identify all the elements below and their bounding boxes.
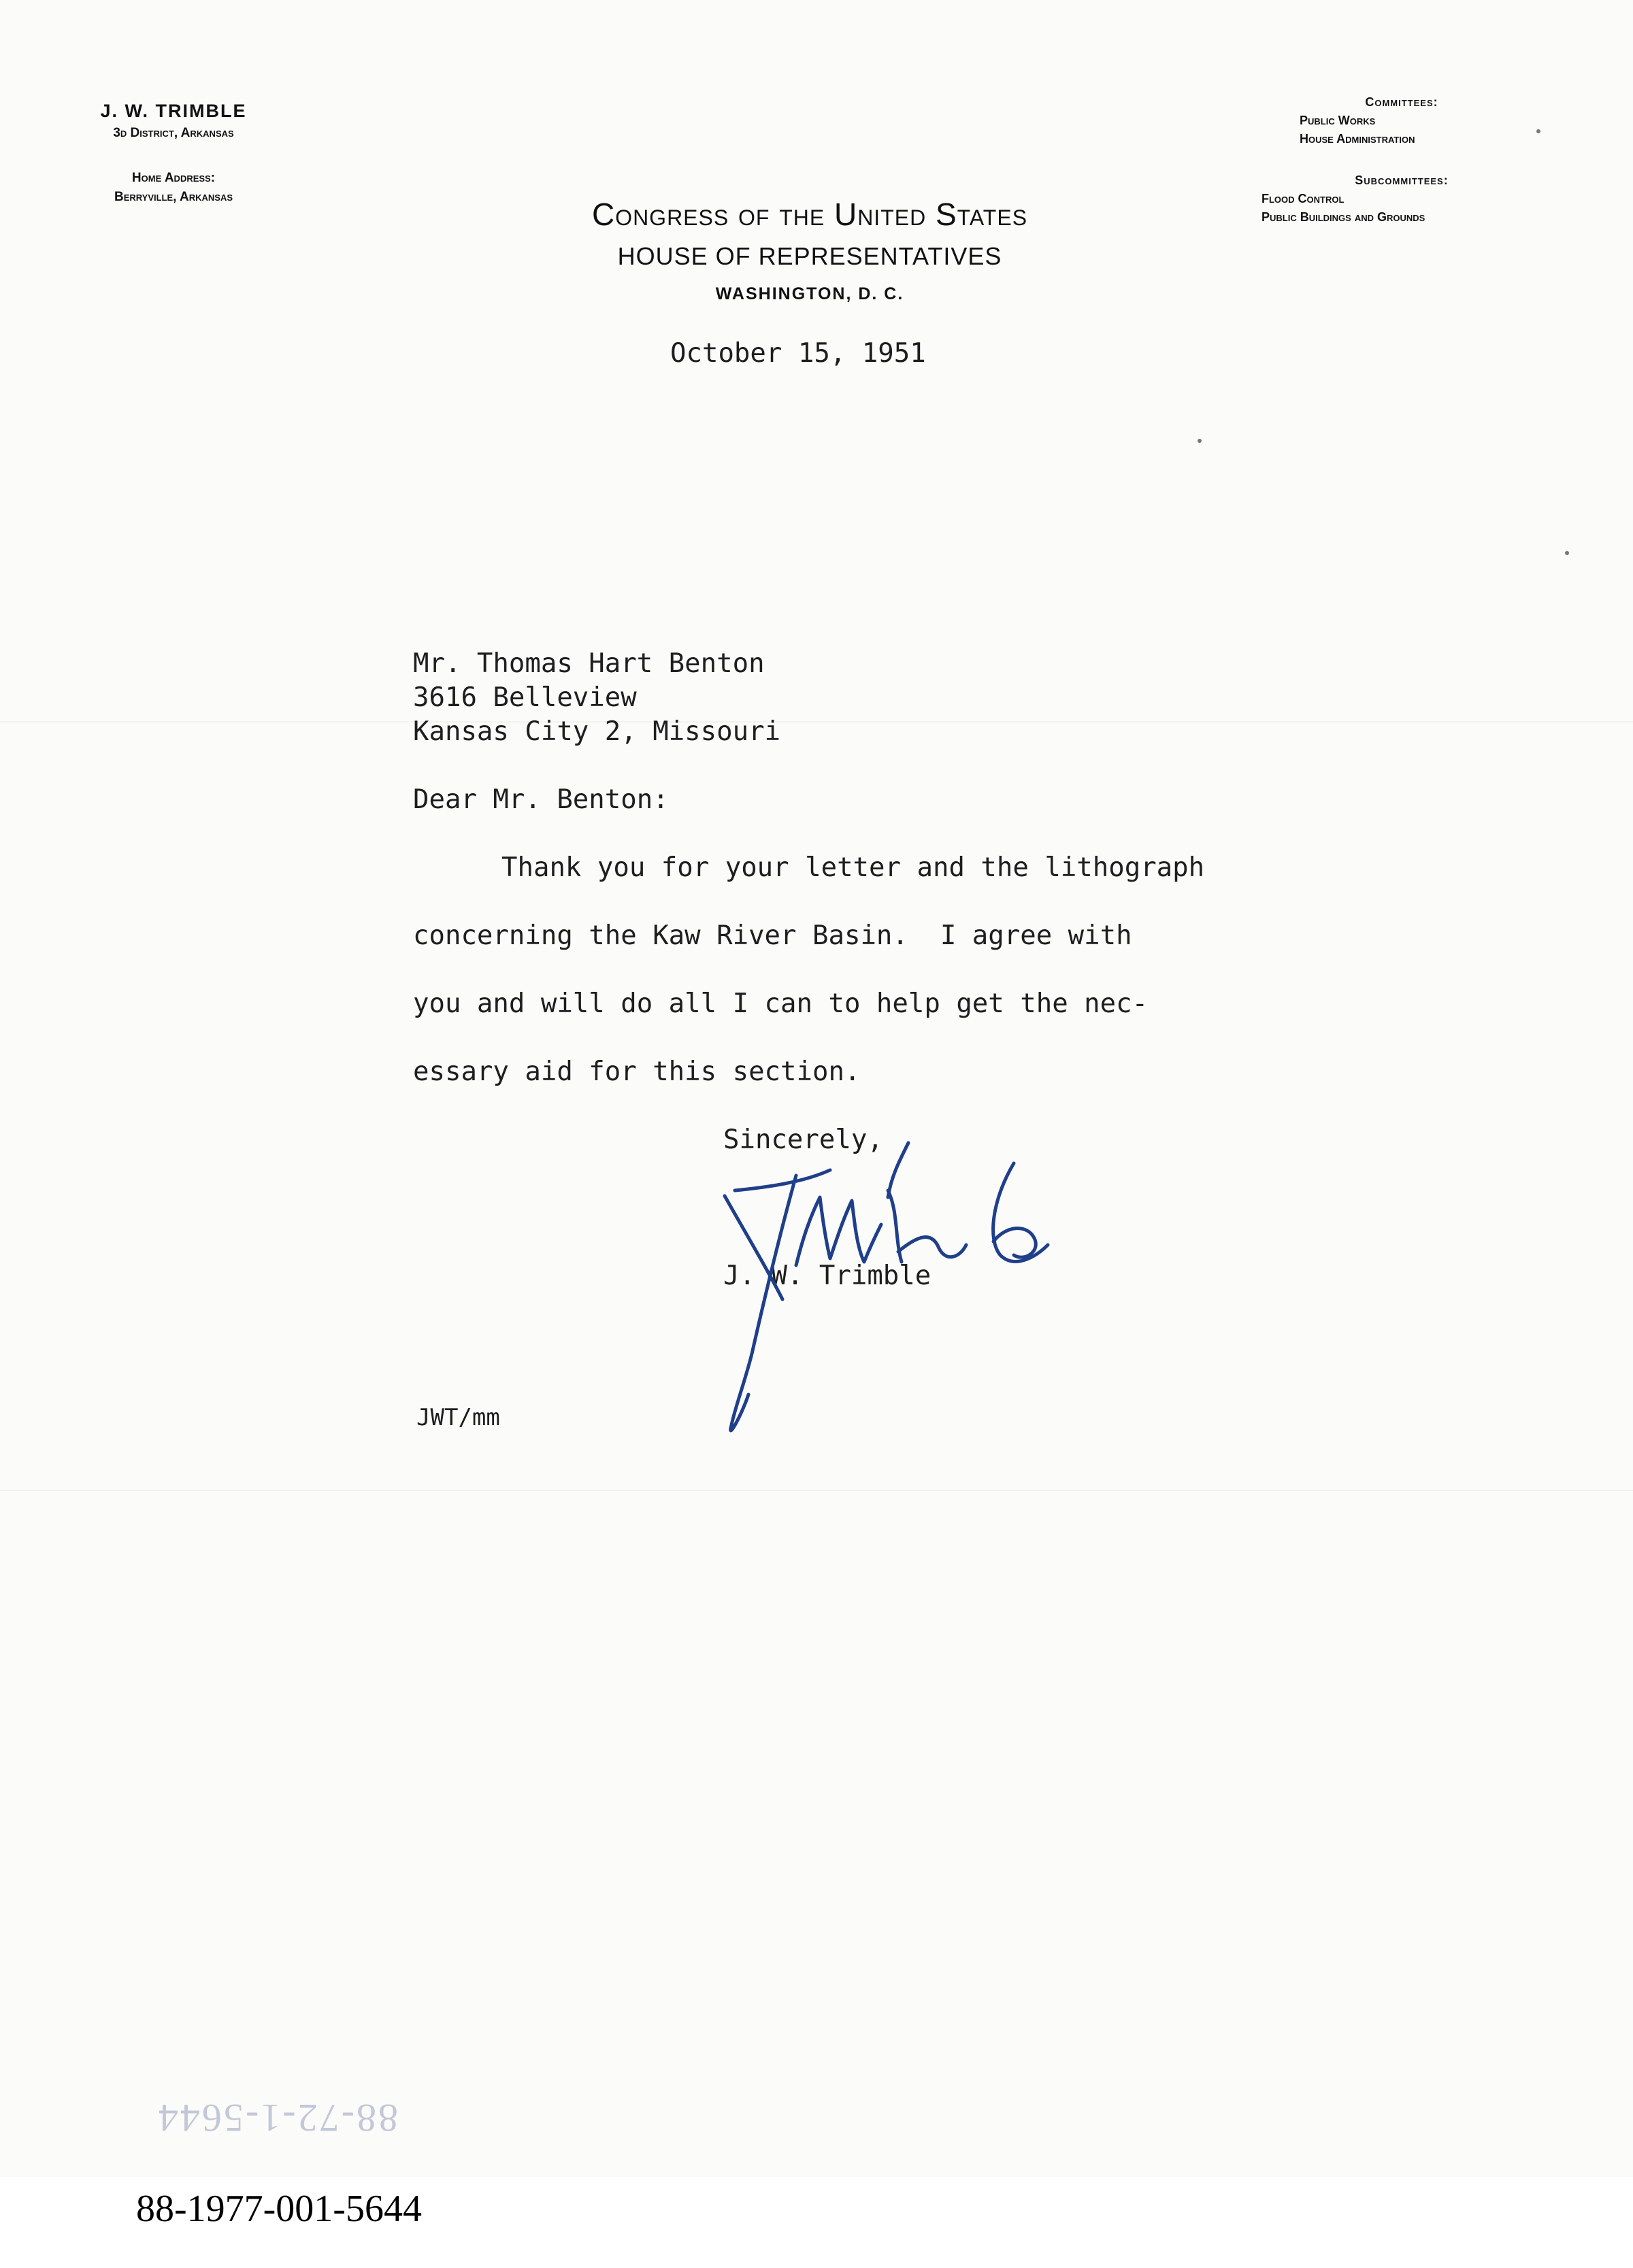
letter-date: October 15, 1951 <box>670 338 926 369</box>
home-address-city: Berryville, Arkansas <box>114 190 233 204</box>
congressional-district: 3d District, Arkansas <box>113 126 234 140</box>
paper-speck <box>1565 551 1569 555</box>
fold-line-lower <box>0 1490 1633 1491</box>
recipient-line: Kansas City 2, Missouri <box>413 716 781 747</box>
body-line: Thank you for your letter and the lithograph <box>501 852 1205 883</box>
subcommittees-label: Subcommittees: <box>1355 173 1449 187</box>
body-line: essary aid for this section. <box>413 1056 861 1087</box>
letterhead-city: WASHINGTON, D. C. <box>715 284 904 303</box>
pencil-notation: 88-72-1-5644 <box>156 2096 398 2140</box>
signer-name: J. W. Trimble <box>723 1261 931 1291</box>
closing: Sincerely, <box>723 1124 883 1155</box>
recipient-line: Mr. Thomas Hart Benton <box>413 648 765 679</box>
salutation: Dear Mr. Benton: <box>413 784 669 815</box>
subcommittee-item: Public Buildings and Grounds <box>1261 210 1425 224</box>
committees-label: Committees: <box>1365 95 1438 109</box>
letterhead-committees <box>1252 95 1551 224</box>
committee-item: Public Works <box>1300 114 1376 127</box>
letterhead-center <box>463 196 1157 304</box>
letterhead-house: HOUSE OF REPRESENTATIVES <box>617 242 1002 270</box>
home-address-label: Home Address: <box>131 171 216 185</box>
paper-speck <box>1198 439 1202 443</box>
accession-number: 88-1977-001-5644 <box>136 2188 422 2230</box>
letterhead-title: Congress of the United States <box>591 197 1028 232</box>
committee-item: House Administration <box>1300 132 1415 146</box>
body-line: you and will do all I can to help get the nec- <box>413 988 1149 1019</box>
body-line: concerning the Kaw River Basin. I agree with <box>413 920 1132 951</box>
letterhead-left <box>61 101 286 205</box>
paper-speck <box>1536 129 1540 133</box>
fold-line-upper <box>0 721 1633 722</box>
handwritten-signature <box>694 1122 1075 1449</box>
subcommittee-item: Flood Control <box>1261 192 1345 205</box>
congressman-name: J. W. TRIMBLE <box>100 101 247 121</box>
typist-initials: JWT/mm <box>416 1404 500 1431</box>
recipient-line: 3616 Belleview <box>413 682 637 713</box>
